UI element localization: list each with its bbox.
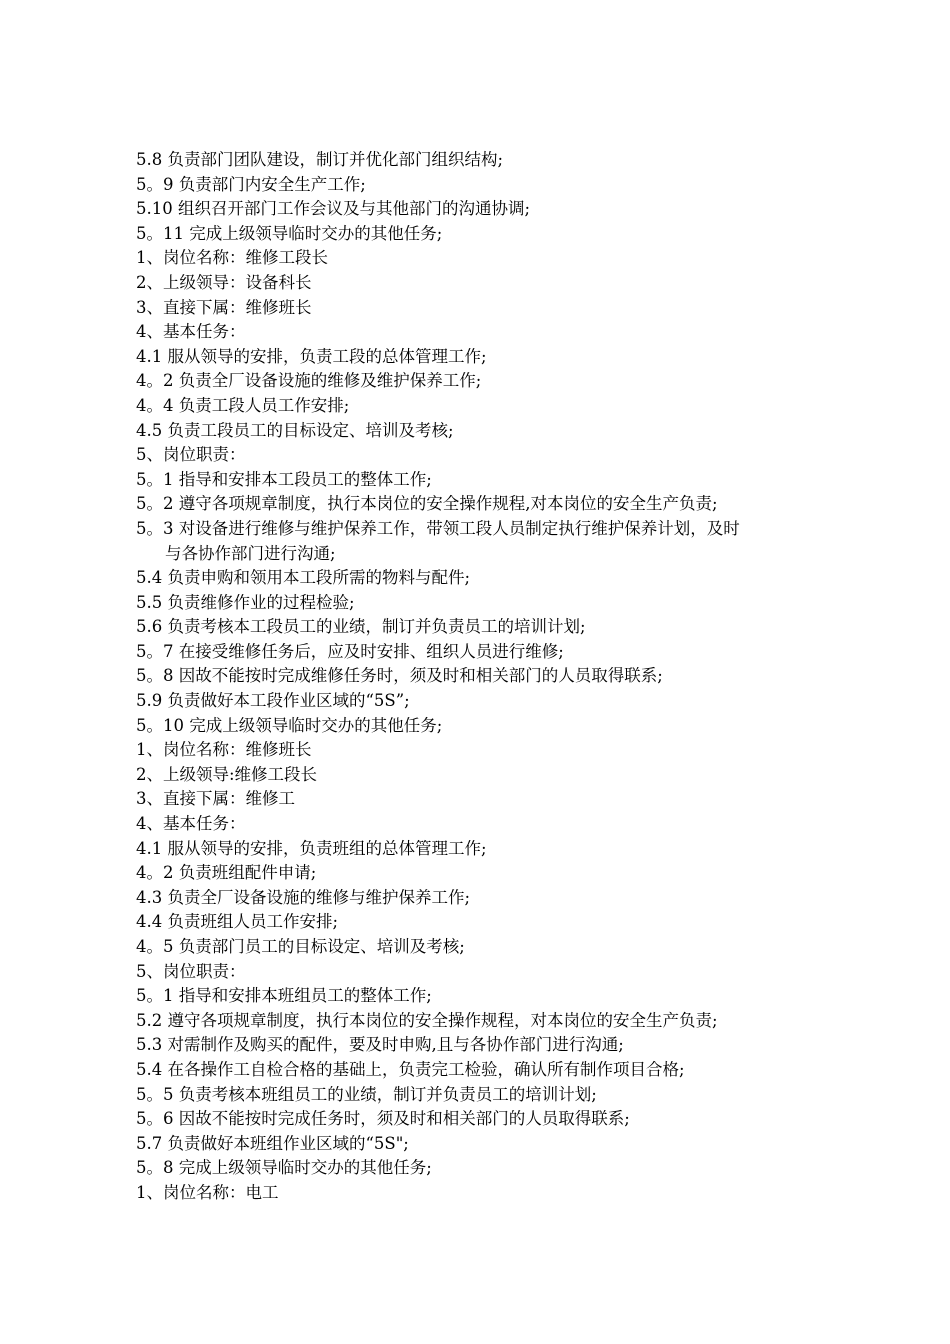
text-line: 1、岗位名称：电工 <box>136 1182 279 1202</box>
text-line: 5.8 负责部门团队建设，制订并优化部门组织结构; <box>136 150 504 169</box>
text-line: 5。6 因故不能按时完成任务时，须及时和相关部门的人员取得联系; <box>136 1109 630 1129</box>
text-line: 5。2 遵守各项规章制度，执行本岗位的安全操作规程,对本岗位的安全生产负责; <box>136 494 718 514</box>
text-line: 5。1 指导和安排本工段员工的整体工作; <box>136 469 432 489</box>
text-line: 4。5 负责部门员工的目标设定、培训及考核; <box>136 937 465 956</box>
text-line: 5。3 对设备进行维修与维护保养工作，带领工段人员制定执行维护保养计划，及时 <box>136 518 740 538</box>
text-line: 3、直接下属：维修工 <box>136 789 295 809</box>
text-line: 5。11 完成上级领导临时交办的其他任务; <box>136 223 443 243</box>
text-line: 4。4 负责工段人员工作安排; <box>136 395 350 415</box>
text-line: 5、岗位职责： <box>136 445 246 465</box>
text-line: 5.6 负责考核本工段员工的业绩，制订并负责员工的培训计划; <box>136 617 586 637</box>
text-line: 2、上级领导：设备科长 <box>136 272 312 292</box>
text-line: 5。8 完成上级领导临时交办的其他任务; <box>136 1158 432 1178</box>
text-line: 5.7 负责做好本班组作业区域的“5S"; <box>136 1133 409 1153</box>
text-line: 5.5 负责维修作业的过程检验; <box>136 592 355 612</box>
text-line: 5。9 负责部门内安全生产工作; <box>136 174 366 194</box>
text-line: 4.4 负责班组人员工作安排; <box>136 912 339 932</box>
text-line: 4.1 服从领导的安排，负责班组的总体管理工作; <box>136 838 487 858</box>
text-line: 4、基本任务： <box>136 322 246 342</box>
text-line: 2、上级领导:维修工段长 <box>136 764 318 784</box>
text-line: 5.2 遵守各项规章制度，执行本岗位的安全操作规程，对本岗位的安全生产负责; <box>136 1010 718 1030</box>
text-line: 5。8 因故不能按时完成维修任务时，须及时和相关部门的人员取得联系; <box>136 666 663 686</box>
document-body <box>136 148 846 1206</box>
text-line: 5.9 负责做好本工段作业区域的“5S”; <box>136 691 410 711</box>
text-line: 5.10 组织召开部门工作会议及与其他部门的沟通协调; <box>136 199 531 219</box>
text-line: 4.3 负责全厂设备设施的维修与维护保养工作; <box>136 887 471 907</box>
text-line-continuation: 与各协作部门进行沟通; <box>165 543 336 563</box>
text-line: 5.4 负责申购和领用本工段所需的物料与配件; <box>136 568 471 588</box>
text-line: 4。2 负责班组配件申请; <box>136 863 317 883</box>
text-line: 5.3 对需制作及购买的配件，要及时申购,且与各协作部门进行沟通; <box>136 1035 624 1055</box>
text-line: 5、岗位职责： <box>136 961 246 981</box>
text-line: 5。10 完成上级领导临时交办的其他任务; <box>136 715 443 735</box>
text-line: 5.4 在各操作工自检合格的基础上，负责完工检验，确认所有制作项目合格; <box>136 1059 685 1079</box>
text-line: 4、基本任务： <box>136 814 246 834</box>
text-line: 5。7 在接受维修任务后，应及时安排、组织人员进行维修; <box>136 641 564 661</box>
text-line: 5。5 负责考核本班组员工的业绩，制订并负责员工的培训计划; <box>136 1084 597 1104</box>
text-line: 3、直接下属：维修班长 <box>136 297 312 317</box>
text-line: 4.5 负责工段员工的目标设定、培训及考核; <box>136 420 454 440</box>
text-line: 4.1 服从领导的安排，负责工段的总体管理工作; <box>136 346 487 366</box>
text-line: 4。2 负责全厂设备设施的维修及维护保养工作; <box>136 371 482 391</box>
text-line: 1、岗位名称：维修班长 <box>136 740 312 760</box>
text-line: 1、岗位名称：维修工段长 <box>136 248 328 268</box>
text-line: 5。1 指导和安排本班组员工的整体工作; <box>136 986 432 1006</box>
